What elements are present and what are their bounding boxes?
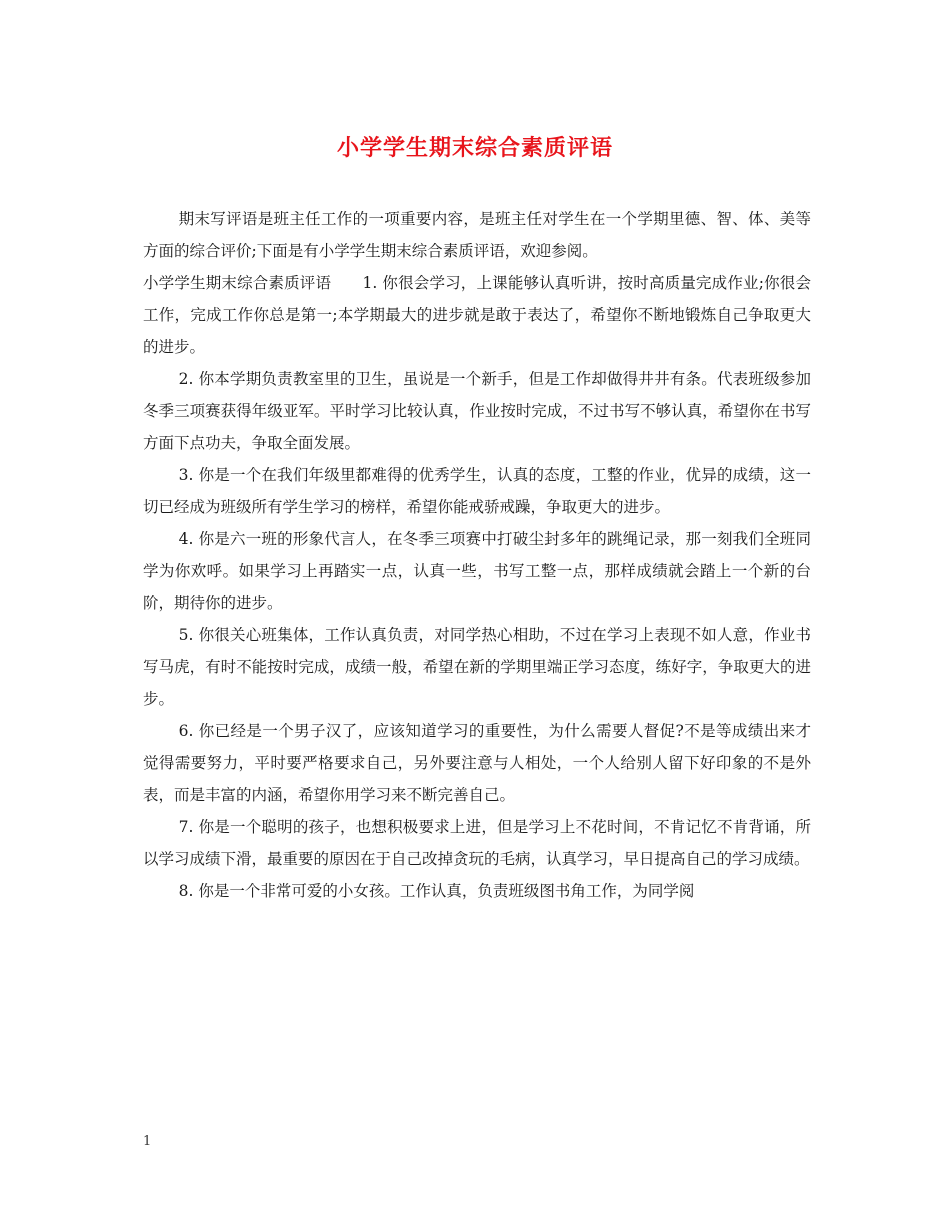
comment-paragraph-7: 7. 你是一个聪明的孩子，也想积极要求上进，但是学习上不花时间，不肯记忆不肯背诵，所以学习成绩下滑，最重要的原因在于自己改掉贪玩的毛病，认真学习，早日提高自己的学习成绩。 — [143, 818, 811, 868]
document-body — [143, 203, 811, 907]
comment-paragraph-1: 小学学生期末综合素质评语 1. 你很会学习，上课能够认真听讲，按时高质量完成作业;你很会工作，完成工作你总是第一;本学期最大的进步就是敢于表达了，希望你不断地锻炼自己争取更大的进步。 — [143, 274, 811, 356]
comment-paragraph-8: 8. 你是一个非常可爱的小女孩。工作认真，负责班级图书角工作，为同学阅 — [178, 882, 695, 900]
comment-paragraph-5: 5. 你很关心班集体，工作认真负责，对同学热心相助，不过在学习上表现不如人意，作业书写马虎，有时不能按时完成，成绩一般，希望在新的学期里端正学习态度，练好字，争取更大的进步。 — [143, 626, 811, 708]
document-title: 小学学生期末综合素质评语 — [336, 135, 613, 161]
page-number: 1 — [143, 1134, 152, 1149]
comment-paragraph-4: 4. 你是六一班的形象代言人，在冬季三项赛中打破尘封多年的跳绳记录，那一刻我们全班同学为你欢呼。如果学习上再踏实一点，认真一些，书写工整一点，那样成绩就会踏上一个新的台阶，期待你的进步。 — [143, 530, 811, 612]
intro-paragraph: 期末写评语是班主任工作的一项重要内容，是班主任对学生在一个学期里德、智、体、美等方面的综合评价;下面是有小学学生期末综合素质评语，欢迎参阅。 — [143, 210, 811, 260]
comment-paragraph-6: 6. 你已经是一个男子汉了，应该知道学习的重要性，为什么需要人督促?不是等成绩出来才觉得需要努力，平时要严格要求自己，另外要注意与人相处，一个人给别人留下好印象的不是外表，而是丰富的内涵，希望你用学习来不断完善自己。 — [143, 722, 811, 804]
comment-paragraph-3: 3. 你是一个在我们年级里都难得的优秀学生，认真的态度，工整的作业，优异的成绩，这一切已经成为班级所有学生学习的榜样，希望你能戒骄戒躁，争取更大的进步。 — [143, 466, 811, 516]
comment-paragraph-2: 2. 你本学期负责教室里的卫生，虽说是一个新手，但是工作却做得井井有条。代表班级参加冬季三项赛获得年级亚军。平时学习比较认真，作业按时完成，不过书写不够认真，希望你在书写方面下点功夫，争取全面发展。 — [143, 370, 811, 452]
